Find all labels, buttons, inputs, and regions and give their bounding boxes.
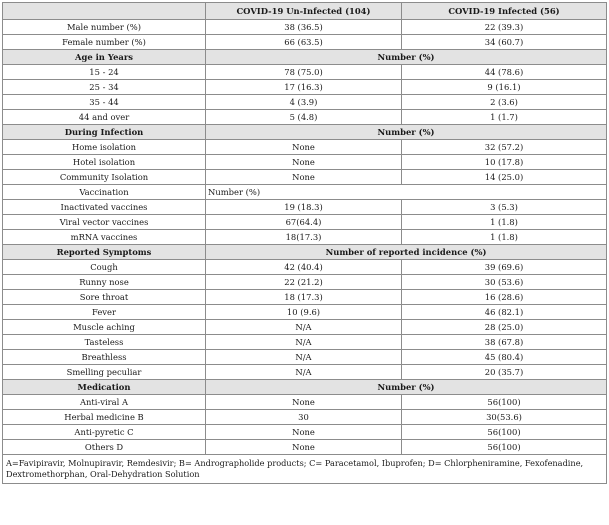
uninfected-value: 67(64.4): [206, 215, 402, 230]
row-label: Viral vector vaccines: [3, 215, 206, 230]
table-row: [3, 95, 607, 110]
section-column-title: Number of reported incidence (%): [206, 245, 607, 260]
uninfected-value: None: [206, 140, 402, 155]
row-label: Male number (%): [3, 20, 206, 35]
table-row: [3, 320, 607, 335]
uninfected-value: 78 (75.0): [206, 65, 402, 80]
table-row: [3, 440, 607, 455]
uninfected-value: 22 (21.2): [206, 275, 402, 290]
row-label: Female number (%): [3, 35, 206, 50]
header-infected: COVID-19 Infected (56): [402, 3, 607, 20]
row-label: Anti-pyretic C: [3, 425, 206, 440]
section-header-medication: [3, 380, 607, 395]
covid-data-table: [2, 2, 607, 484]
uninfected-value: 5 (4.8): [206, 110, 402, 125]
uninfected-value: N/A: [206, 320, 402, 335]
table-row: [3, 410, 607, 425]
section-header-age: [3, 50, 607, 65]
uninfected-value: None: [206, 440, 402, 455]
uninfected-value: 38 (36.5): [206, 20, 402, 35]
uninfected-value: None: [206, 395, 402, 410]
infected-value: 30 (53.6): [402, 275, 607, 290]
row-label: 35 - 44: [3, 95, 206, 110]
uninfected-value: 17 (16.3): [206, 80, 402, 95]
row-label: Tasteless: [3, 335, 206, 350]
section-title: Reported Symptoms: [3, 245, 206, 260]
table-row: [3, 35, 607, 50]
header-blank-cell: [3, 3, 206, 20]
row-label: 15 - 24: [3, 65, 206, 80]
vaccination-header-row: [3, 185, 607, 200]
infected-value: 44 (78.6): [402, 65, 607, 80]
uninfected-value: N/A: [206, 365, 402, 380]
infected-value: 22 (39.3): [402, 20, 607, 35]
row-label: Vaccination: [3, 185, 206, 200]
table-row: [3, 170, 607, 185]
uninfected-value: 10 (9.6): [206, 305, 402, 320]
table-row: [3, 215, 607, 230]
uninfected-value: 18(17.3): [206, 230, 402, 245]
row-label: Herbal medicine B: [3, 410, 206, 425]
table-row: [3, 335, 607, 350]
footnote: A=Favipiravir, Molnupiravir, Remdesivir; B= Andrographolide products; C= Paracetamol, Ibuprofen; D= Chlorpheniramine, Fexofenadine, Dextromethorphan, Oral-Dehydration Solution: [3, 455, 607, 484]
footnote-row: [3, 455, 607, 484]
infected-value: 20 (35.7): [402, 365, 607, 380]
infected-value: 56(100): [402, 440, 607, 455]
uninfected-value: N/A: [206, 335, 402, 350]
row-label: Breathless: [3, 350, 206, 365]
section-title: Age in Years: [3, 50, 206, 65]
uninfected-value: None: [206, 425, 402, 440]
row-label: Inactivated vaccines: [3, 200, 206, 215]
table-header-row: [3, 3, 607, 20]
table-row: [3, 425, 607, 440]
infected-value: 14 (25.0): [402, 170, 607, 185]
section-column-title: Number (%): [206, 380, 607, 395]
row-label: Others D: [3, 440, 206, 455]
table-row: [3, 260, 607, 275]
row-label: Runny nose: [3, 275, 206, 290]
uninfected-value: 18 (17.3): [206, 290, 402, 305]
table-row: [3, 290, 607, 305]
infected-value: 56(100): [402, 395, 607, 410]
uninfected-value: 19 (18.3): [206, 200, 402, 215]
uninfected-value: 66 (63.5): [206, 35, 402, 50]
row-label: Community Isolation: [3, 170, 206, 185]
table-row: [3, 110, 607, 125]
uninfected-value: 4 (3.9): [206, 95, 402, 110]
row-label: Smelling peculiar: [3, 365, 206, 380]
table-row: [3, 365, 607, 380]
infected-value: 1 (1.7): [402, 110, 607, 125]
infected-value: 10 (17.8): [402, 155, 607, 170]
row-label: Hotel isolation: [3, 155, 206, 170]
uninfected-value: None: [206, 170, 402, 185]
table-row: [3, 305, 607, 320]
section-column-title: Number (%): [206, 125, 607, 140]
infected-value: 38 (67.8): [402, 335, 607, 350]
table-row: [3, 395, 607, 410]
section-title: Medication: [3, 380, 206, 395]
infected-value: 39 (69.6): [402, 260, 607, 275]
table-row: [3, 155, 607, 170]
uninfected-value: 30: [206, 410, 402, 425]
vaccination-column-title: Number (%): [206, 185, 607, 200]
table-row: [3, 275, 607, 290]
table-container: [2, 2, 606, 484]
infected-value: 56(100): [402, 425, 607, 440]
row-label: Anti-viral A: [3, 395, 206, 410]
row-label: 25 - 34: [3, 80, 206, 95]
table-row: [3, 140, 607, 155]
table-row: [3, 350, 607, 365]
uninfected-value: 42 (40.4): [206, 260, 402, 275]
row-label: 44 and over: [3, 110, 206, 125]
infected-value: 9 (16.1): [402, 80, 607, 95]
table-row: [3, 20, 607, 35]
infected-value: 1 (1.8): [402, 215, 607, 230]
table-row: [3, 200, 607, 215]
row-label: Sore throat: [3, 290, 206, 305]
infected-value: 16 (28.6): [402, 290, 607, 305]
infected-value: 34 (60.7): [402, 35, 607, 50]
section-header-symptoms: [3, 245, 607, 260]
row-label: Home isolation: [3, 140, 206, 155]
infected-value: 1 (1.8): [402, 230, 607, 245]
uninfected-value: N/A: [206, 350, 402, 365]
infected-value: 30(53.6): [402, 410, 607, 425]
infected-value: 46 (82.1): [402, 305, 607, 320]
table-row: [3, 230, 607, 245]
infected-value: 32 (57.2): [402, 140, 607, 155]
table-row: [3, 80, 607, 95]
uninfected-value: None: [206, 155, 402, 170]
infected-value: 2 (3.6): [402, 95, 607, 110]
section-header-during-infection: [3, 125, 607, 140]
section-column-title: Number (%): [206, 50, 607, 65]
infected-value: 28 (25.0): [402, 320, 607, 335]
infected-value: 3 (5.3): [402, 200, 607, 215]
row-label: Fever: [3, 305, 206, 320]
section-title: During Infection: [3, 125, 206, 140]
row-label: mRNA vaccines: [3, 230, 206, 245]
infected-value: 45 (80.4): [402, 350, 607, 365]
row-label: Muscle aching: [3, 320, 206, 335]
header-uninfected: COVID-19 Un-Infected (104): [206, 3, 402, 20]
table-row: [3, 65, 607, 80]
row-label: Cough: [3, 260, 206, 275]
